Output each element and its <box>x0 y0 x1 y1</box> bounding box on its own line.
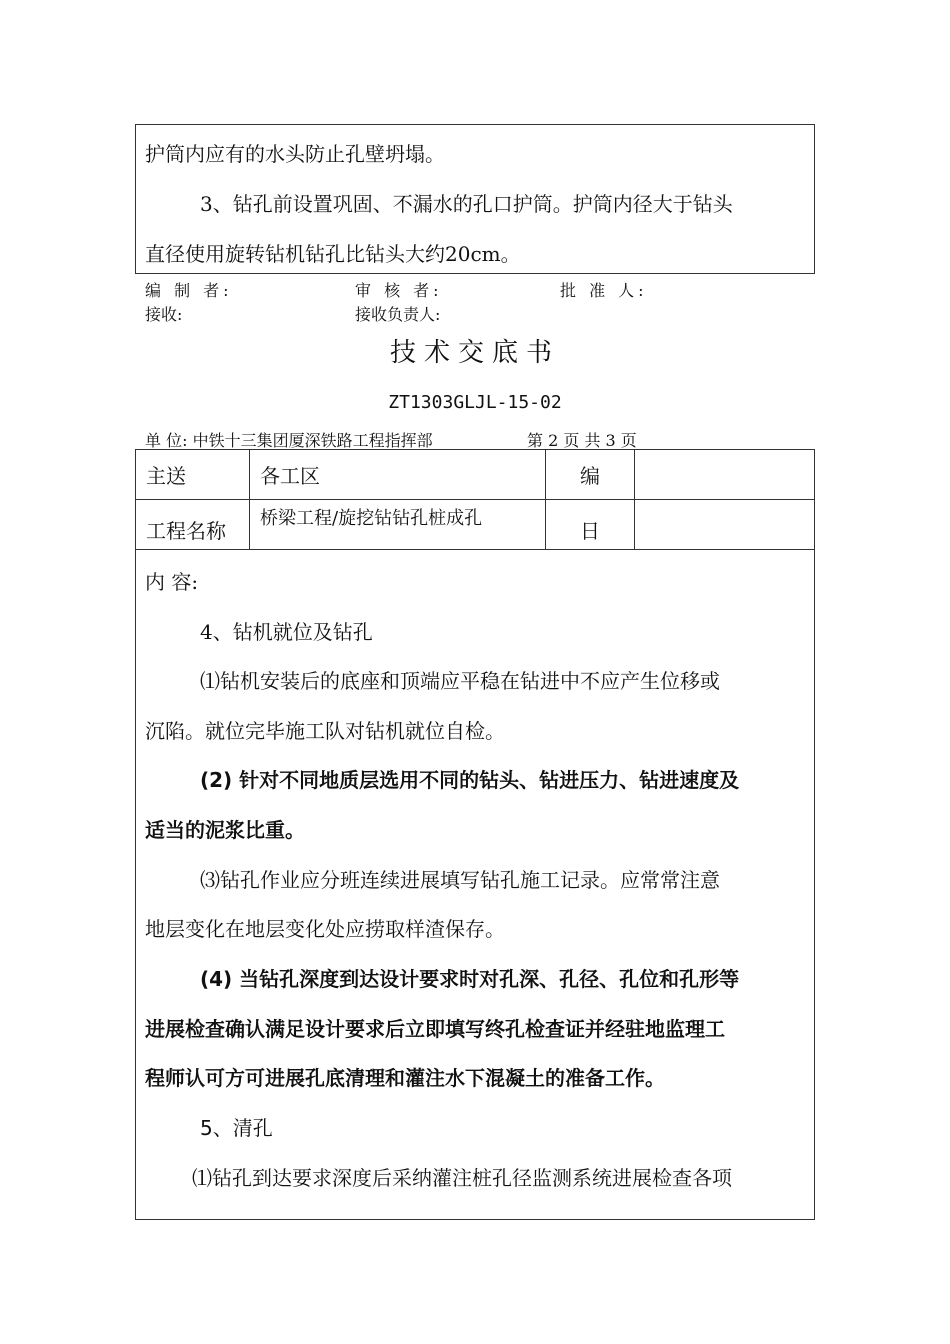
project-name-label: 工程名称 <box>136 500 250 550</box>
content-label: 内 容: <box>145 570 199 594</box>
item-1-line-2: 沉陷。就位完毕施工队对钻机就位自检。 <box>145 719 505 743</box>
item-4-line-3: 程师认可方可进展孔底清理和灌注水下混凝土的准备工作。 <box>145 1066 665 1090</box>
receiver-lead-label: 接收负责人: <box>355 305 441 324</box>
prev-text-line-1: 护筒内应有的水头防止孔壁坍塌。 <box>145 142 445 166</box>
item-3-line-2: 地层变化在地层变化处应捞取样渣保存。 <box>145 917 505 941</box>
receiver-label: 接收: <box>145 305 183 324</box>
item-1-line-1: ⑴钻机安装后的底座和顶端应平稳在钻进中不应产生位移或 <box>200 669 720 693</box>
prev-text-line-3: 直径使用旋转钻机钻孔比钻头大约20cm。 <box>145 242 521 266</box>
page-info: 第 2 页 共 3 页 <box>527 431 637 450</box>
prev-text-line-2: 3、钻孔前设置巩固、不漏水的孔口护筒。护筒内径大于钻头 <box>200 192 733 216</box>
section-4-title: 4、钻机就位及钻孔 <box>200 620 373 644</box>
approver-label: 批 准 人: <box>560 281 648 300</box>
item-2-line-2: 适当的泥浆比重。 <box>145 818 305 842</box>
unit-line: 单 位: 中铁十三集团厦深铁路工程指挥部 <box>145 431 433 450</box>
header-table <box>135 449 815 550</box>
reviewer-label: 审 核 者: <box>355 281 443 300</box>
number-label: 编 <box>546 450 635 500</box>
date-value <box>635 500 815 550</box>
item-3-line-1: ⑶钻孔作业应分班连续进展填写钻孔施工记录。应常常注意 <box>200 868 720 892</box>
project-name-value: 桥梁工程/旋挖钻钻孔桩成孔 <box>250 500 546 550</box>
item-4-line-2: 进展检查确认满足设计要求后立即填写终孔检查证并经驻地监理工 <box>145 1017 725 1041</box>
send-label: 主送 <box>136 450 250 500</box>
send-value: 各工区 <box>250 450 546 500</box>
section-5-title: 5、清孔 <box>200 1116 273 1140</box>
compiler-label: 编 制 者: <box>145 281 233 300</box>
item-2-line-1: (2) 针对不同地质层选用不同的钻头、钻进压力、钻进速度及 <box>200 768 740 792</box>
item-4-line-1: (4) 当钻孔深度到达设计要求时对孔深、孔径、孔位和孔形等 <box>200 967 740 991</box>
item-5-1-line-1: ⑴钻孔到达要求深度后采纳灌注桩孔径监测系统进展检查各项 <box>192 1166 732 1190</box>
date-label: 日 <box>546 500 635 550</box>
number-value <box>635 450 815 500</box>
document-title: 技术交底书 <box>389 338 560 368</box>
document-code: ZT1303GLJL-15-02 <box>388 392 562 413</box>
